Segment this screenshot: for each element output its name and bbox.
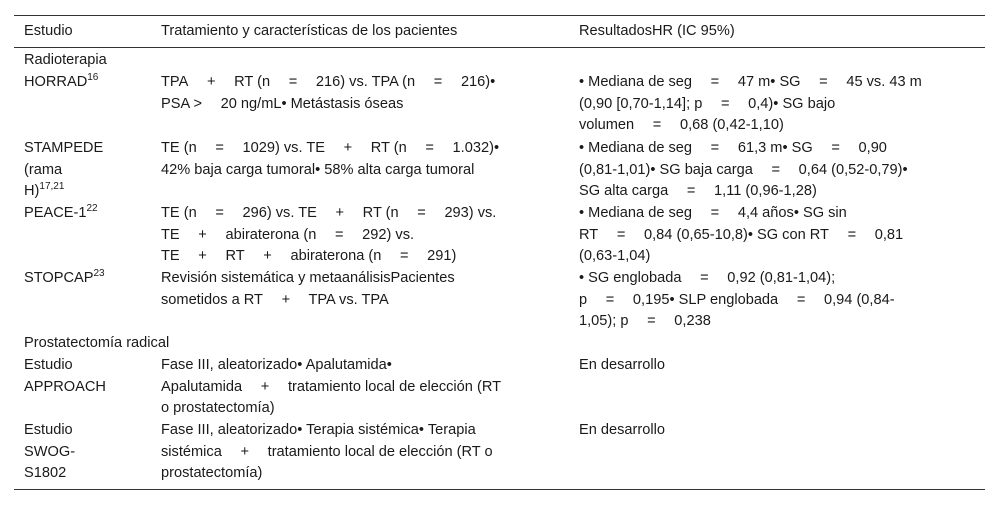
header-study: Estudio: [24, 23, 73, 39]
reference-superscript: 23: [93, 268, 105, 279]
results-cell: En desarrollo: [579, 422, 665, 438]
treatment-cell: Fase III, aleatorizado• Apalutamida• Apalutamida + tratamiento local de elección (RT o prostatectomía): [161, 357, 502, 416]
table-top-rule: [14, 15, 985, 16]
treatment-cell: TE (n = 296) vs. TE + RT (n = 293) vs. TE + abiraterona (n = 292) vs. TE + RT + abiraterona (n = 291): [161, 205, 497, 264]
study-cell: Estudio SWOG- S1802: [24, 422, 76, 481]
reference-superscript: 22: [86, 203, 98, 214]
study-cell: STAMPEDE (rama H)$^{17,21}$: [24, 140, 104, 199]
treatment-cell: Revisión sistemática y metaanálisisPacientes sometidos a RT + TPA vs. TPA: [161, 270, 455, 308]
reference-superscript: 16: [87, 72, 99, 83]
section-title-radioterapia: Radioterapia: [24, 52, 107, 68]
reference-superscript: 17,21: [39, 181, 65, 192]
section-title-prostatectomia: Prostatectomía radical: [24, 335, 170, 351]
study-cell: STOPCAP$^{23}$: [24, 268, 105, 286]
study-cell: PEACE-$1^{22}$: [24, 203, 98, 221]
header-treatment: Tratamiento y características de los pacientes: [161, 23, 458, 39]
header-results: ResultadosHR (IC 95%): [579, 23, 735, 39]
treatment-cell: Fase III, aleatorizado• Terapia sistémica• Terapia sistémica + tratamiento local de elección (RT o prostatectomía): [161, 422, 493, 481]
header-rule: [14, 47, 985, 48]
treatment-cell: TPA + RT (n = 216) vs. TPA (n = 216)• PSA > 20 ng/mL• Metástasis óseas: [161, 74, 496, 112]
results-cell: En desarrollo: [579, 357, 665, 373]
results-cell: • Mediana de seg = 47 m• SG = 45 vs. 43 m (0,90 [0,70-1,14]; p = 0,4)• SG bajo volumen = 0,68 (0,42-1,10): [579, 74, 922, 133]
study-cell: Estudio APPROACH: [24, 357, 106, 395]
results-cell: • SG englobada = 0,92 (0,81-1,04); p = 0,195• SLP englobada = 0,94 (0,84- 1,05); p = 0,238: [579, 270, 895, 329]
results-cell: • Mediana de seg = 4,4 años• SG sin RT = 0,84 (0,65-10,8)• SG con RT = 0,81 (0,63-1,04): [579, 205, 904, 264]
study-cell: HORRAD$^{16}$: [24, 72, 99, 90]
table-bottom-rule: [14, 489, 985, 490]
treatment-cell: TE (n = 1029) vs. TE + RT (n = 1.032)• 42% baja carga tumoral• 58% alta carga tumoral: [161, 140, 500, 178]
results-cell: • Mediana de seg = 61,3 m• SG = 0,90 (0,81-1,01)• SG baja carga = 0,64 (0,52-0,79)• SG alta carga = 1,11 (0,96-1,28): [579, 140, 908, 199]
